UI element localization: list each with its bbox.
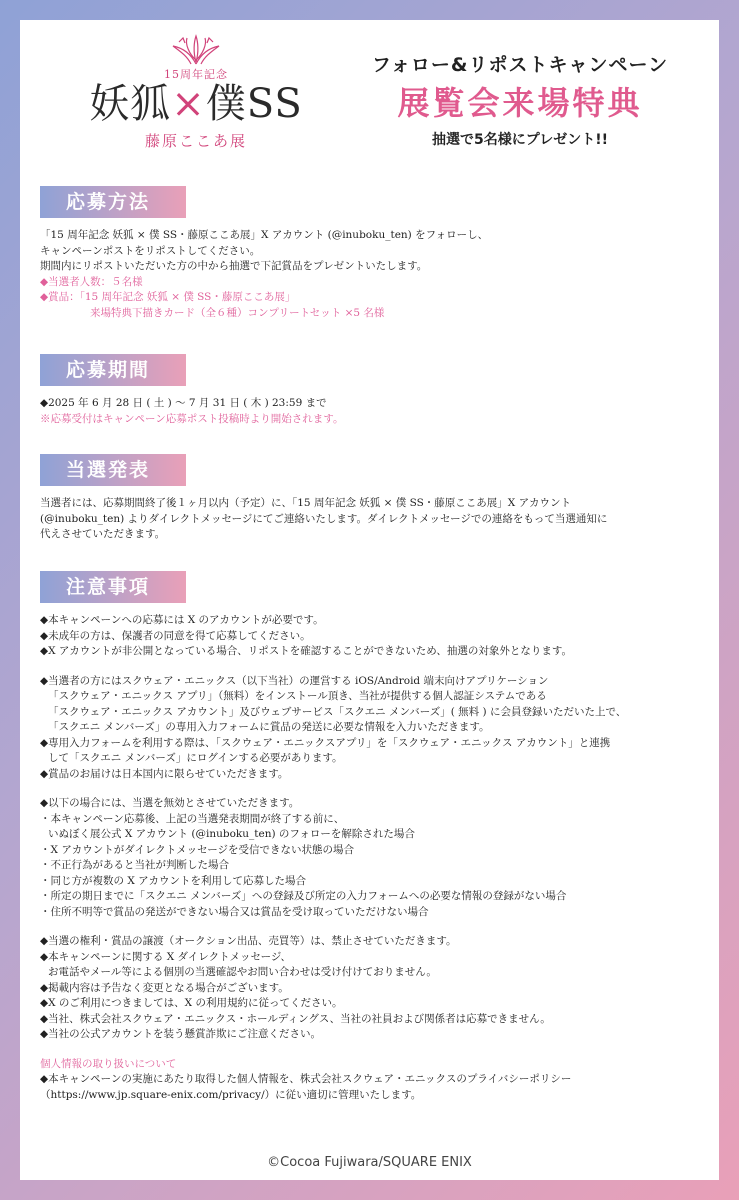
text-line: 「15 周年記念 妖狐 × 僕 SS・藤原ここあ展」X アカウント (@inuboku_ten) をフォローし、 <box>40 229 489 241</box>
section-notes-body <box>40 613 700 1103</box>
section-apply-title: 応募方法 <box>40 186 186 218</box>
note-line: ◆当選者の方にはスクウェア・エニックス（以下当社）の運営する iOS/Android 端末向けアプリケーション <box>40 674 549 687</box>
note-line: ◆当社の公式アカウントを装う懸賞詐欺にご注意ください。 <box>40 1028 321 1040</box>
logo-title-a: 妖狐 <box>89 81 172 127</box>
logo-title-b: 僕SS <box>205 81 303 127</box>
note-line: ◆以下の場合には、当選を無効とさせていただきます。 <box>40 797 300 809</box>
prize-summary: 抽選で5名様にプレゼント!! <box>432 132 608 148</box>
note-line: ◆専用入力フォームを利用する際は、「スクウェア・エニックスアプリ」を「スクウェア・エニックス アカウント」と連携 <box>40 736 611 749</box>
note-line: ◆X のご利用につきましては、X の利用規約に従ってください。 <box>40 997 343 1009</box>
period-note: ※応募受付はキャンペーン応募ポスト投稿時より開始されます。 <box>40 412 344 425</box>
prize-line: ◆賞品：「15 周年記念 妖狐 × 僕 SS・藤原ここあ展」 <box>40 291 296 303</box>
text-line: (@inuboku_ten) よりダイレクトメッセージにてご連絡いたします。ダイレクトメッセージでの連絡をもって当選通知に <box>40 512 608 525</box>
section-period <box>40 354 700 427</box>
note-line: いぬぼく展公式 X アカウント (@inuboku_ten) のフォローを解除された場合 <box>48 828 415 840</box>
note-line: ◆賞品のお届けは日本国内に限らせていただきます。 <box>40 767 289 780</box>
note-line: ・同じ方が複数の X アカウントを利用して応募した場合 <box>40 874 307 887</box>
logo-title <box>76 82 316 126</box>
privacy-title: 個人情報の取り扱いについて <box>40 1057 177 1070</box>
anniversary-label: 15周年記念 <box>164 68 228 81</box>
spacer <box>40 920 700 934</box>
note-line: ◆本キャンペーンへの応募には X のアカウントが必要です。 <box>40 614 324 626</box>
section-notes <box>40 571 700 1103</box>
privacy-line: ◆本キャンペーンの実施にあたり取得した個人情報を、株式会社スクウェア・エニックスのプライバシーポリシー <box>40 1073 572 1085</box>
privacy-line: （https://www.jp.square-enix.com/privacy/）に従い適切に管理いたします。 <box>40 1088 422 1101</box>
logo-title-cross: × <box>171 81 206 127</box>
note-line: ◆X アカウントが非公開となっている場合、リポストを確認することができないため、抽選の対象外となります。 <box>40 645 573 657</box>
campaign-header <box>350 50 690 149</box>
note-line: お電話やメール等による個別の当選確認やお問い合わせは受け付けておりません。 <box>48 966 437 978</box>
spacer <box>40 660 700 674</box>
section-apply-body <box>40 228 700 321</box>
text-line: 期間内にリポストいただいた方の中から抽選で下記賞品をプレゼントいたします。 <box>40 260 428 272</box>
text-line: 代えさせていただきます。 <box>40 528 166 540</box>
spacer <box>40 782 700 796</box>
copyright-notice: ©Cocoa Fujiwara/SQUARE ENIX <box>267 1155 472 1170</box>
campaign-name: フォロー&リポストキャンペーン <box>371 54 669 76</box>
campaign-card <box>20 20 719 1180</box>
logo-subtitle: 藤原ここあ展 <box>144 132 247 150</box>
lily-ornament-icon <box>161 34 231 66</box>
note-line: 「スクウェア・エニックス アプリ」（無料）をインストール頂き、当社が提供する個人認証システムである <box>48 690 547 702</box>
section-notes-title: 注意事項 <box>40 571 186 603</box>
section-announce <box>40 454 700 543</box>
note-line: ◆当選の権利・賞品の譲渡（オークション出品、売買等）は、禁止させていただきます。 <box>40 935 457 947</box>
winners-count: ◆当選者人数：５名様 <box>40 275 143 288</box>
campaign-main-title: 展覧会来場特典 <box>397 84 643 122</box>
note-line: ・X アカウントがダイレクトメッセージを受信できない状態の場合 <box>40 843 355 856</box>
text-line: キャンペーンポストをリポストしてください。 <box>40 244 261 257</box>
spacer <box>40 1043 700 1057</box>
section-announce-body <box>40 496 700 543</box>
note-line: ◆本キャンペーンに関する X ダイレクトメッセージ、 <box>40 950 292 963</box>
section-period-body <box>40 396 700 427</box>
note-line: 「スクエニ メンバーズ」の専用入力フォームに賞品の発送に必要な情報を入力いただきます。 <box>48 721 490 733</box>
note-line: ・住所不明等で賞品の発送ができない場合又は賞品を受け取っていただけない場合 <box>40 905 429 918</box>
note-line: して「スクエニ メンバーズ」にログインする必要があります。 <box>48 752 343 764</box>
text-line: 当選者には、応募期間終了後１ヶ月以内（予定）に、「15 周年記念 妖狐 × 僕 SS・藤原ここあ展」X アカウント <box>40 497 572 509</box>
section-apply <box>40 186 700 321</box>
exhibition-logo <box>76 34 316 174</box>
note-line: ◆掲載内容は予告なく変更となる場合がございます。 <box>40 981 289 994</box>
note-line: ・不正行為があると当社が判断した場合 <box>40 859 229 871</box>
period-dates: ◆2025 年 6 月 28 日 ( 土 ) ～ 7 月 31 日 ( 木 ) 23:59 まで <box>40 397 327 409</box>
note-line: ・本キャンペーン応募後、上記の当選発表期間が終了する前に、 <box>40 812 345 825</box>
prize-line: 来場特典下描きカード（全６種）コンプリートセット ×5 名様 <box>90 306 385 319</box>
note-line: ◆当社、株式会社スクウェア・エニックス・ホールディングス、当社の社員および関係者は応募できません。 <box>40 1012 551 1025</box>
section-announce-title: 当選発表 <box>40 454 186 486</box>
note-line: ◆未成年の方は、保護者の同意を得て応募してください。 <box>40 629 311 642</box>
note-line: ・所定の期日までに「スクエニ メンバーズ」への登録及び所定の入力フォームへの必要な情報の登録がない場合 <box>40 890 567 902</box>
section-period-title: 応募期間 <box>40 354 186 386</box>
note-line: 「スクウェア・エニックス アカウント」及びウェブサービス「スクエニ メンバーズ」( 無料 ) に会員登録いただいた上で、 <box>48 705 627 718</box>
